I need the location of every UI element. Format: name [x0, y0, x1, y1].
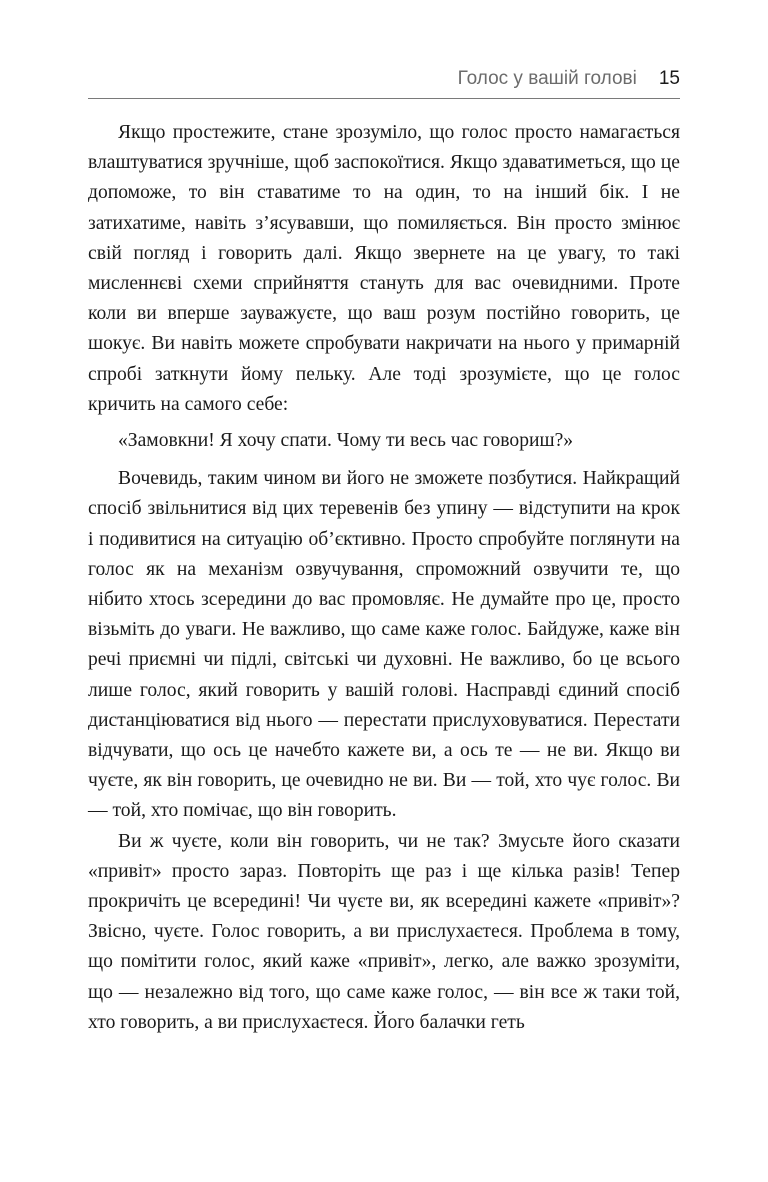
paragraph-3: Ви ж чуєте, коли він говорить, чи не так? Змусьте його сказати «привіт» просто зараз. Повторіть ще раз і ще кілька разів! Тепер прокричіть це всередині! Чи чуєте ви, як всередині кажете «привіт»? Звісно, чуєте. Голос говорить, а ви прислухаєтеся. Проблема в тому, що помітити голос, який каже «привіт», легко, але важко зрозуміти, що — незалежно від того, що саме каже голос, — він все ж таки той, хто говорить, а ви прислухаєтеся. Його балачки геть [88, 830, 680, 1033]
running-head [88, 66, 680, 99]
page-number: 15 [658, 68, 680, 89]
running-title: Голос у вашій голові [457, 68, 637, 89]
quoted-line: «Замовкни! Я хочу спати. Чому ти весь час говориш?» [118, 430, 574, 452]
body-text [88, 118, 680, 1038]
paragraph-1: Якщо простежите, стане зрозуміло, що голос просто намагається влаштуватися зручніше, щоб заспокоїтися. Якщо здаватиметься, що це допоможе, то він ставатиме то на один, то на інший бік. І не затихатиме, навіть з’ясувавши, що помиляється. Він просто змінює свій погляд і говорить далі. Якщо звернете на це увагу, то такі мисленнєві схеми сприйняття стануть для вас очевидними. Проте коли ви вперше зауважуєте, що ваш розум постійно говорить, це шокує. Ви навіть можете спробувати накричати на нього у примарній спробі заткнути йому пельку. Але тоді зрозумієте, що це голос кричить на самого себе: [88, 122, 680, 415]
paragraph-2: Вочевидь, таким чином ви його не зможете позбутися. Найкращий спосіб звільнитися від цих теревенів без упину — відступити на крок і подивитися на ситуацію об’єктивно. Просто спробуйте поглянути на голос як на механізм озвучування, спроможний озвучити те, що нібито хтось зсередини до вас промовляє. Не думайте про це, просто візьміть до уваги. Не важливо, що саме каже голос. Байдуже, каже він речі приємні чи підлі, світські чи духовні. Не важливо, бо це всього лише голос, який говорить у вашій голові. Насправді єдиний спосіб дистанціюватися від нього — перестати прислуховуватися. Перестати відчувати, що ось це начебто кажете ви, а ось те — не ви. Якщо ви чуєте, як він говорить, це очевидно не ви. Ви — той, хто чує голос. Ви — той, хто помічає, що він говорить. [88, 468, 680, 822]
